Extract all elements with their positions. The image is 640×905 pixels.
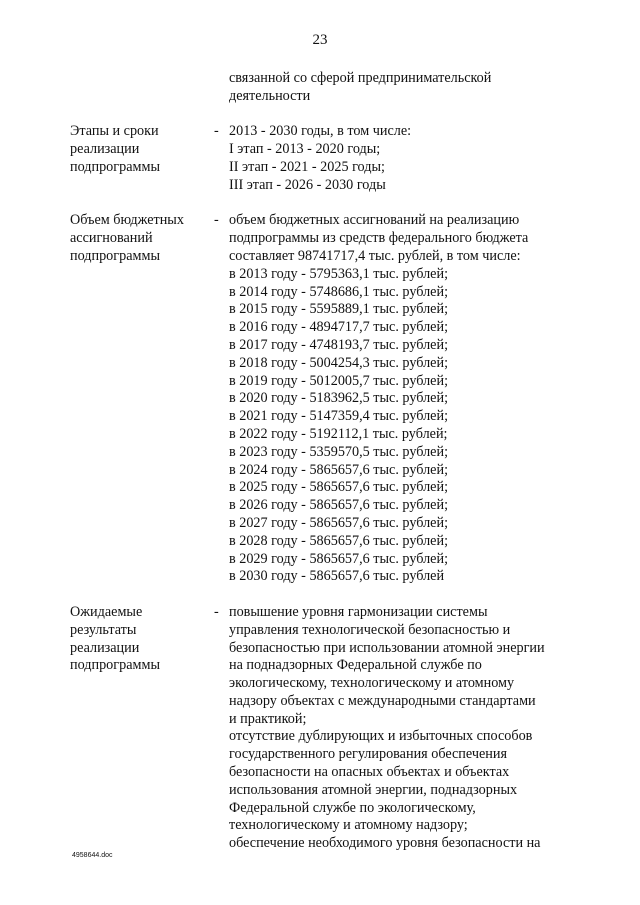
section-value-text: в 2020 году - 5183962,5 тыс. рублей; <box>229 390 449 407</box>
section-budget-line <box>0 337 640 355</box>
section-results-line <box>0 675 640 693</box>
section-budget-line <box>0 319 640 337</box>
section-budget-line <box>0 515 640 533</box>
section-value-text: отсутствие дублирующих и избыточных способов <box>229 728 533 745</box>
section-label: Ожидаемые <box>70 603 143 620</box>
section-label: Этапы и сроки <box>70 123 159 140</box>
section-continuation-line <box>0 70 640 88</box>
section-value-text: деятельности <box>229 87 311 104</box>
section-results-line <box>0 782 640 800</box>
section-budget-line <box>0 426 640 444</box>
section-results-line <box>0 746 640 764</box>
section-value-text: Федеральной службе по экологическому, <box>229 799 476 816</box>
section-value-text: в 2014 году - 5748686,1 тыс. рублей; <box>229 283 449 300</box>
section-results-line <box>0 800 640 818</box>
section-value-text: в 2029 году - 5865657,6 тыс. рублей; <box>229 550 449 567</box>
section-value-text: в 2024 году - 5865657,6 тыс. рублей; <box>229 461 449 478</box>
section-budget-line <box>0 230 640 248</box>
section-budget-line <box>0 373 640 391</box>
section-label: подпрограммы <box>70 158 160 175</box>
section-value-text: в 2025 году - 5865657,6 тыс. рублей; <box>229 479 449 496</box>
page-number: 23 <box>312 32 328 48</box>
section-value-text: III этап - 2026 - 2030 годы <box>229 176 386 193</box>
section-stages-line <box>0 123 640 141</box>
section-value-text: 2013 - 2030 годы, в том числе: <box>229 123 412 140</box>
section-results-line <box>0 640 640 658</box>
section-label: ассигнований <box>70 230 153 247</box>
section-budget-line <box>0 284 640 302</box>
section-results-line <box>0 835 640 853</box>
section-results-line <box>0 622 640 640</box>
section-value-text: в 2018 году - 5004254,3 тыс. рублей; <box>229 354 449 371</box>
section-label: подпрограммы <box>70 247 160 264</box>
section-value-text: в 2026 году - 5865657,6 тыс. рублей; <box>229 497 449 514</box>
section-value-text: в 2015 году - 5595889,1 тыс. рублей; <box>229 301 449 318</box>
section-value-text: объем бюджетных ассигнований на реализацию <box>229 212 520 229</box>
section-value-text: в 2013 году - 5795363,1 тыс. рублей; <box>229 265 449 282</box>
section-results-line <box>0 693 640 711</box>
section-value-text: в 2022 году - 5192112,1 тыс. рублей; <box>229 425 448 442</box>
section-value-text: в 2030 году - 5865657,6 тыс. рублей <box>229 568 445 585</box>
section-budget-line <box>0 408 640 426</box>
section-results-line <box>0 728 640 746</box>
section-value-text: безопасности на опасных объектах и объектах <box>229 764 510 781</box>
section-budget-line <box>0 212 640 230</box>
section-dash: - <box>214 212 219 229</box>
section-value-text: I этап - 2013 - 2020 годы; <box>229 141 381 158</box>
section-value-text: и практикой; <box>229 710 307 727</box>
section-budget-line <box>0 301 640 319</box>
section-value-text: составляет 98741717,4 тыс. рублей, в том числе: <box>229 247 521 264</box>
section-label: подпрограммы <box>70 657 160 674</box>
section-label: реализации <box>70 141 140 158</box>
section-budget-line <box>0 568 640 586</box>
section-results-line <box>0 604 640 622</box>
section-stages-line <box>0 177 640 195</box>
section-gap <box>0 195 640 213</box>
section-budget-line <box>0 444 640 462</box>
section-value-text: в 2023 году - 5359570,5 тыс. рублей; <box>229 443 449 460</box>
section-value-text: в 2027 году - 5865657,6 тыс. рублей; <box>229 514 449 531</box>
section-budget-line <box>0 551 640 569</box>
section-gap <box>0 106 640 124</box>
section-label: результаты <box>70 621 137 638</box>
section-budget-line <box>0 355 640 373</box>
section-value-text: II этап - 2021 - 2025 годы; <box>229 158 385 175</box>
section-value-text: надзору объектах с международными стандартами <box>229 692 536 709</box>
section-value-text: обеспечение необходимого уровня безопасности на <box>229 835 541 852</box>
section-value-text: на поднадзорных Федеральной службе по <box>229 657 482 674</box>
section-value-text: экологическому, технологическому и атомному <box>229 675 515 692</box>
section-value-text: в 2016 году - 4894717,7 тыс. рублей; <box>229 319 449 336</box>
section-value-text: в 2028 году - 5865657,6 тыс. рублей; <box>229 532 449 549</box>
section-stages-line <box>0 141 640 159</box>
section-gap <box>0 586 640 604</box>
section-budget-line <box>0 497 640 515</box>
section-value-text: связанной со сферой предпринимательской <box>229 70 492 86</box>
section-value-text: в 2019 году - 5012005,7 тыс. рублей; <box>229 372 449 389</box>
footer-doc-id: 4958644.doc <box>72 852 113 859</box>
section-value-text: повышение уровня гармонизации системы <box>229 603 488 620</box>
section-dash: - <box>214 603 219 620</box>
section-label: Объем бюджетных <box>70 212 184 229</box>
section-continuation-line <box>0 88 640 106</box>
section-value-text: государственного регулирования обеспечения <box>229 746 507 763</box>
section-value-text: подпрограммы из средств федерального бюджета <box>229 230 529 247</box>
section-budget-line <box>0 479 640 497</box>
section-results-line <box>0 817 640 835</box>
section-value-text: технологическому и атомному надзору; <box>229 817 468 834</box>
section-stages-line <box>0 159 640 177</box>
section-value-text: в 2021 году - 5147359,4 тыс. рублей; <box>229 408 449 425</box>
section-results-line <box>0 764 640 782</box>
section-value-text: управления технологической безопасностью и <box>229 621 511 638</box>
section-results-line <box>0 657 640 675</box>
section-budget-line <box>0 390 640 408</box>
section-dash: - <box>214 123 219 140</box>
section-value-text: в 2017 году - 4748193,7 тыс. рублей; <box>229 336 449 353</box>
section-budget-line <box>0 462 640 480</box>
section-label: реализации <box>70 639 140 656</box>
passport-table <box>0 70 640 853</box>
section-budget-line <box>0 266 640 284</box>
section-results-line <box>0 711 640 729</box>
section-value-text: безопасностью при использовании атомной энергии <box>229 639 545 656</box>
section-budget-line <box>0 533 640 551</box>
section-budget-line <box>0 248 640 266</box>
section-value-text: использования атомной энергии, поднадзорных <box>229 781 518 798</box>
